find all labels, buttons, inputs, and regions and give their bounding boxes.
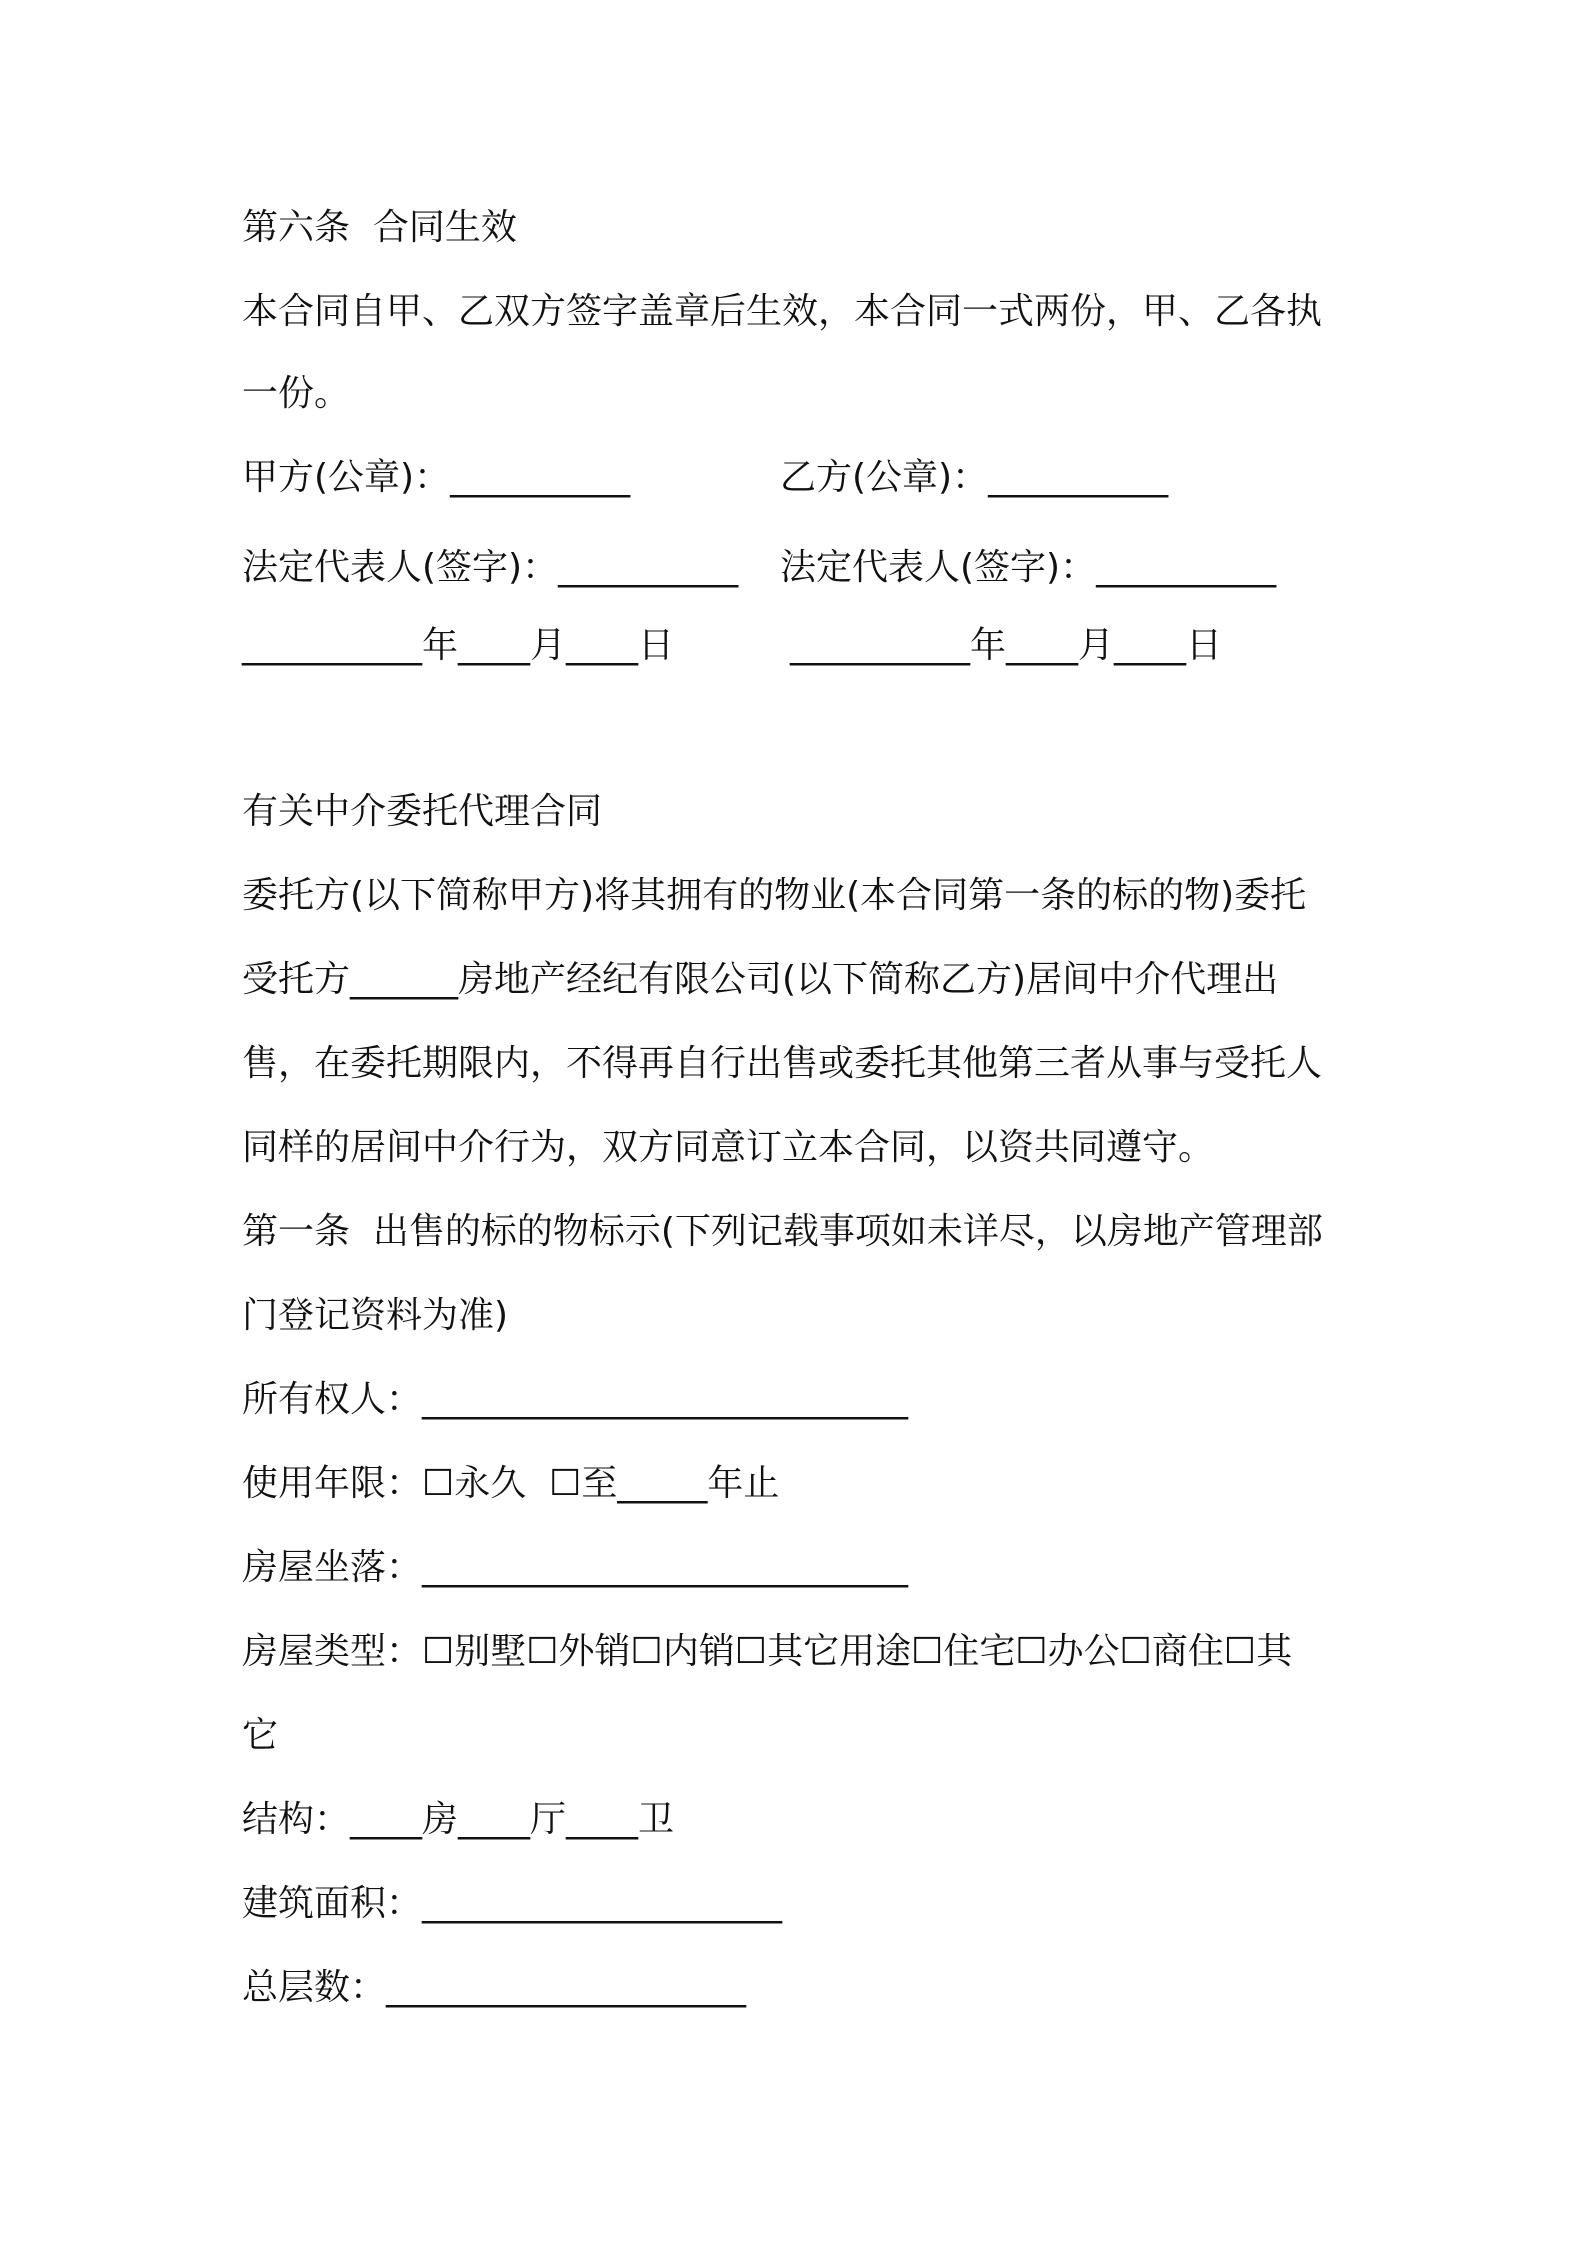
field-area: 建筑面积：____________________ <box>242 1883 783 1924</box>
contract2-title: 有关中介委托代理合同 <box>242 791 603 832</box>
field-owner: 所有权人：___________________________ <box>242 1379 909 1420</box>
field-structure: 结构：____房____厅____卫 <box>242 1799 675 1840</box>
field-type-line1: 房屋类型：☐别墅☐外销☐内销☐其它用途☐住宅☐办公☐商住☐其 <box>242 1631 1293 1672</box>
contract2-intro-line4: 同样的居间中介行为，双方同意订立本合同，以资共同遵守。 <box>242 1127 1215 1168</box>
field-floors: 总层数：____________________ <box>242 1967 747 2008</box>
contract2-intro-line1: 委托方(以下简称甲方)将其拥有的物业(本合同第一条的标的物)委托 <box>242 875 1307 916</box>
party-a-representative: 法定代表人(签字)：__________ <box>242 547 739 588</box>
field-type-line2: 它 <box>242 1715 279 1756</box>
article1-line2: 门登记资料为准) <box>242 1295 509 1336</box>
article6-body-line2: 一份。 <box>242 373 351 414</box>
article6-body-line1: 本合同自甲、乙双方签字盖章后生效，本合同一式两份，甲、乙各执 <box>242 291 1323 332</box>
field-location: 房屋坐落：___________________________ <box>242 1547 909 1588</box>
party-b-seal: 乙方(公章)：__________ <box>780 457 1169 498</box>
party-a-seal: 甲方(公章)：__________ <box>242 457 631 498</box>
contract2-intro-line2: 受托方______房地产经纪有限公司(以下简称乙方)居间中介代理出 <box>242 959 1279 1000</box>
party-a-date: __________年____月____日 <box>242 625 674 666</box>
article1-line1: 第一条 出售的标的物标示(下列记载事项如未详尽，以房地产管理部 <box>242 1211 1323 1252</box>
contract2-intro-line3: 售，在委托期限内，不得再自行出售或委托其他第三者从事与受托人 <box>242 1043 1323 1084</box>
article6-title: 第六条 合同生效 <box>242 207 517 248</box>
party-b-representative: 法定代表人(签字)：__________ <box>780 547 1277 588</box>
party-b-date: __________年____月____日 <box>790 625 1222 666</box>
field-term: 使用年限：☐永久 ☐至_____年止 <box>242 1463 780 1504</box>
